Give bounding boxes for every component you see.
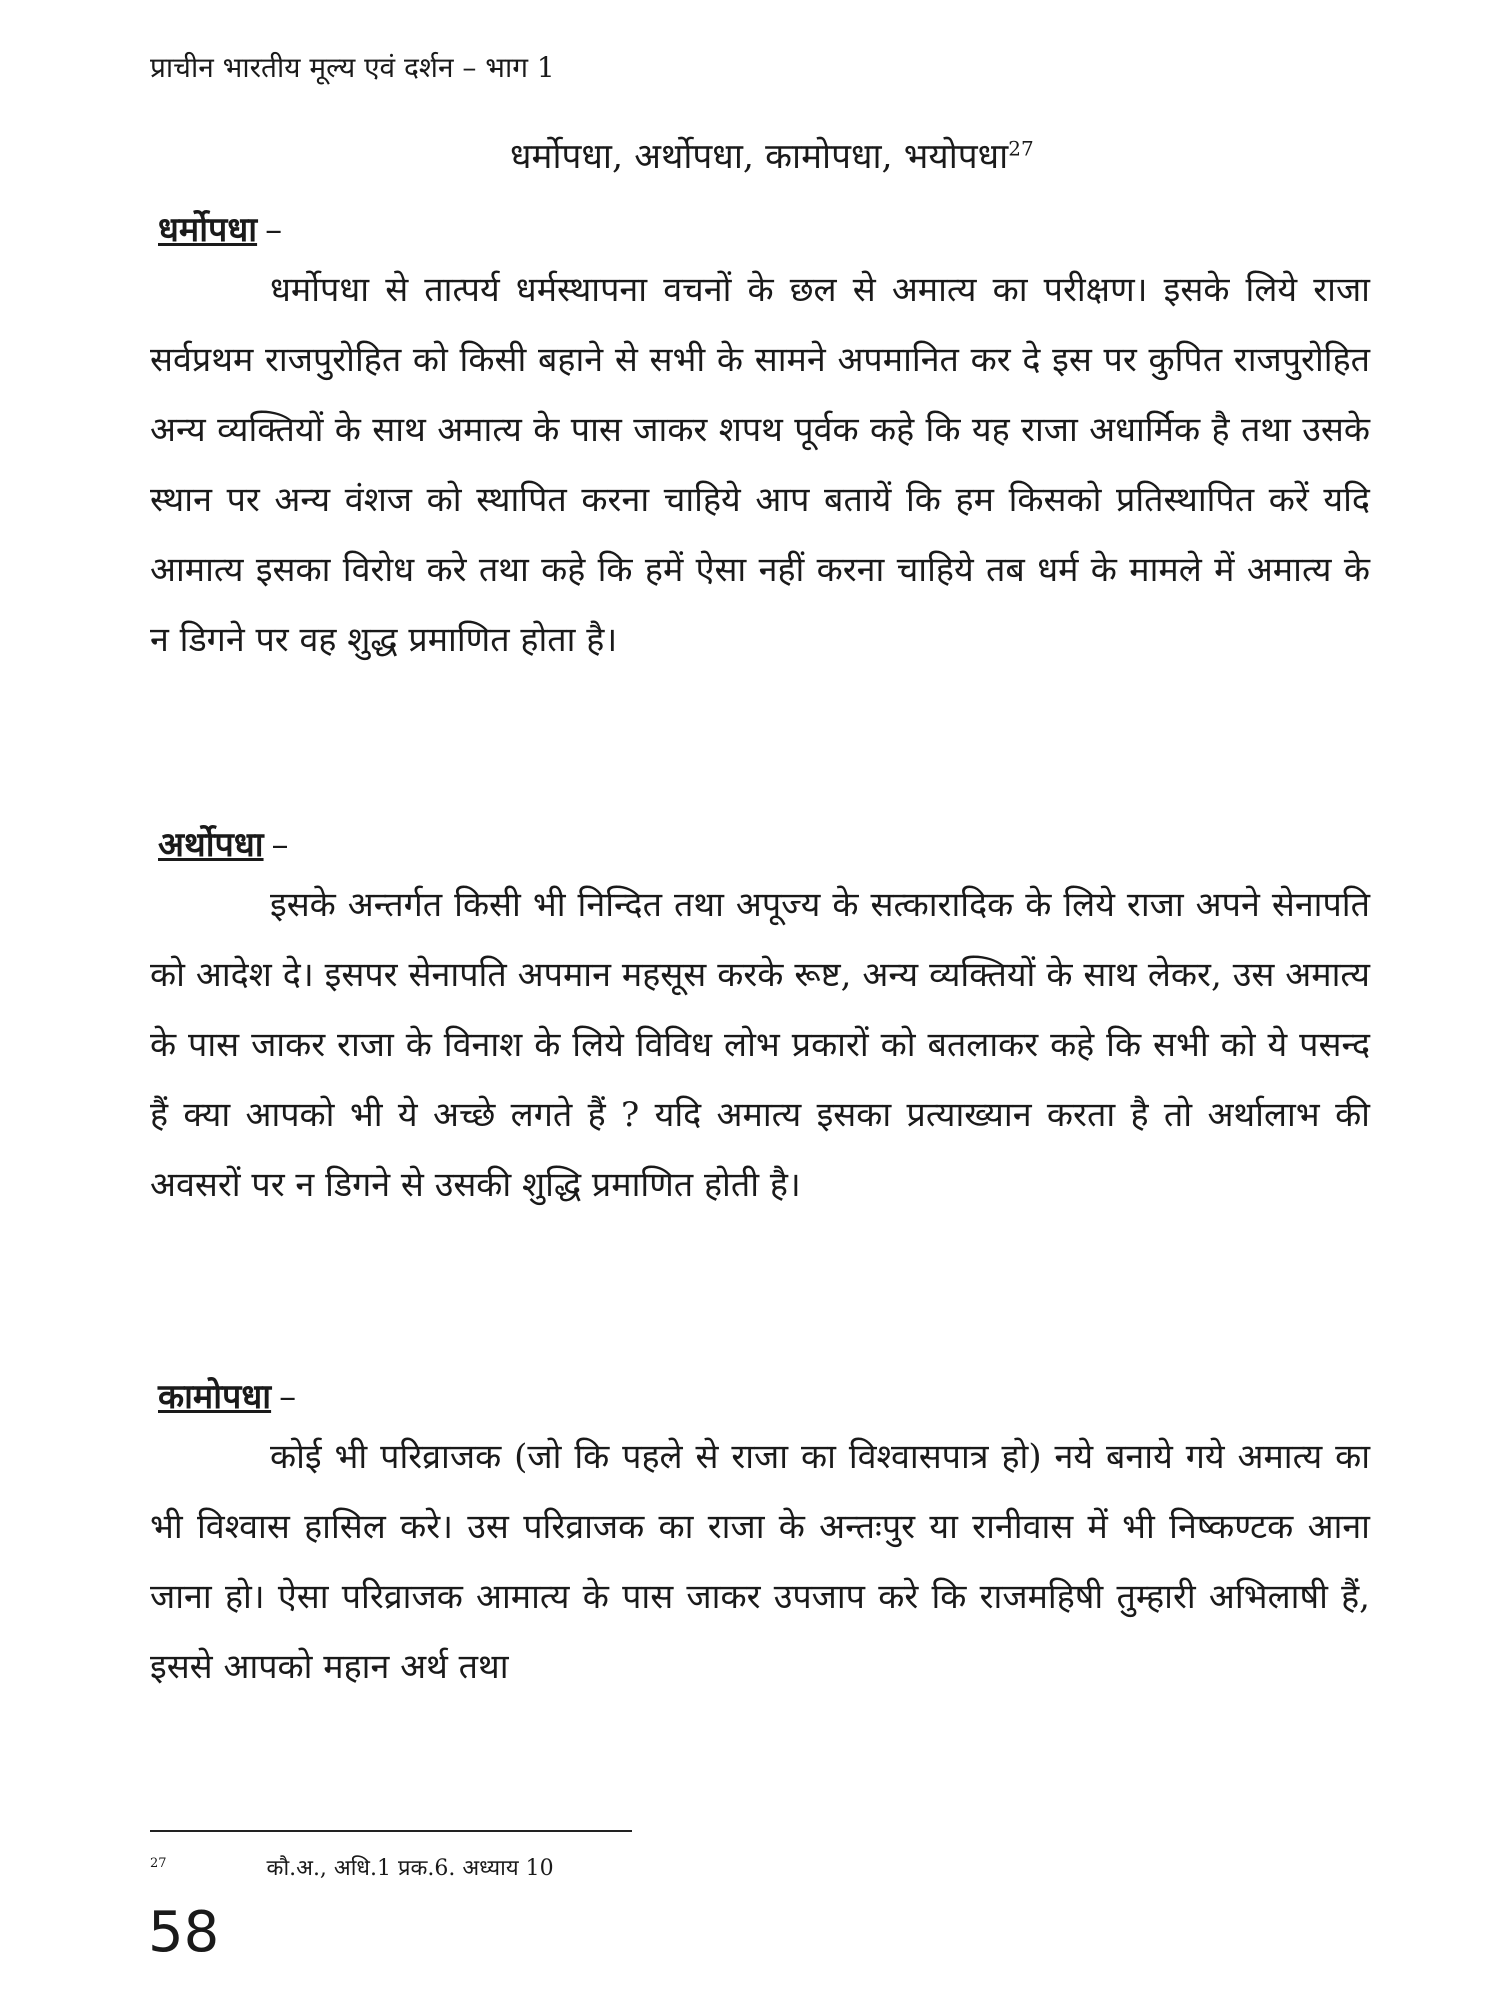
section-heading bbox=[158, 205, 1370, 251]
footnote-reference: 27 bbox=[1008, 136, 1034, 161]
section-heading-text: कामोपधा bbox=[158, 1377, 272, 1417]
section-kamopadha bbox=[150, 1372, 1370, 1702]
section-title-text: धर्मोपधा, अर्थोपधा, कामोपधा, भयोपधा bbox=[510, 137, 1009, 177]
running-head: प्राचीन भारतीय मूल्य एवं दर्शन – भाग 1 bbox=[150, 51, 555, 84]
section-heading bbox=[158, 820, 1370, 866]
section-title bbox=[510, 132, 1034, 179]
section-paragraph: कोई भी परिव्राजक (जो कि पहले से राजा का विश्वासपात्र हो) नये बनाये गये अमात्य का भी विश्वास हासिल करे। उस परिव्राजक का राजा के अन्तःपुर या रानीवास में भी निष्कण्टक आना जाना हो। ऐसा परिव्राजक आमात्य के पास जाकर उपजाप करे कि राजमहिषी तुम्हारी अभिलाषी हैं, इससे आपको महान अर्थ तथा bbox=[150, 1437, 1370, 1687]
heading-dash: – bbox=[271, 825, 289, 865]
section-heading-text: अर्थोपधा bbox=[158, 825, 264, 865]
footnote-text: कौ.अ., अधि.1 प्रक.6. अध्याय 10 bbox=[266, 1856, 554, 1881]
heading-dash: – bbox=[279, 1377, 297, 1417]
section-heading-text: धर्मोपधा bbox=[158, 210, 258, 250]
section-paragraph: इसके अन्तर्गत किसी भी निन्दित तथा अपूज्य के सत्कारादिक के लिये राजा अपने सेनापति को आदेश दे। इसपर सेनापति अपमान महसूस करके रूष्ट, अन्य व्यक्तियों के साथ लेकर, उस अमात्य के पास जाकर राजा के विनाश के लिये विविध लोभ प्रकारों को बतलाकर कहे कि सभी को ये पसन्द हैं क्या आपको भी ये अच्छे लगते हैं ? यदि अमात्य इसका प्रत्याख्यान करता है तो अर्थालाभ की अवसरों पर न डिगने से उसकी शुद्धि प्रमाणित होती है। bbox=[150, 885, 1370, 1205]
section-paragraph: धर्मोपधा से तात्पर्य धर्मस्थापना वचनों के छल से अमात्य का परीक्षण। इसके लिये राजा सर्वप्रथम राजपुरोहित को किसी बहाने से सभी के सामने अपमानित कर दे इस पर कुपित राजपुरोहित अन्य व्यक्तियों के साथ अमात्य के पास जाकर शपथ पूर्वक कहे कि यह राजा अधार्मिक है तथा उसके स्थान पर अन्य वंशज को स्थापित करना चाहिये आप बतायें कि हम किसको प्रतिस्थापित करें यदि आमात्य इसका विरोध करे तथा कहे कि हमें ऐसा नहीं करना चाहिये तब धर्म के मामले में अमात्य के न डिगने पर वह शुद्ध प्रमाणित होता है। bbox=[150, 270, 1370, 660]
heading-dash: – bbox=[265, 210, 283, 250]
footnote-divider bbox=[150, 1830, 632, 1832]
section-heading bbox=[158, 1372, 1370, 1418]
section-dharmopadha bbox=[150, 205, 1370, 675]
footnote-number: 27 bbox=[150, 1855, 167, 1871]
page-number: 58 bbox=[148, 1900, 220, 1965]
section-arthopadha bbox=[150, 820, 1370, 1220]
footnote bbox=[150, 1852, 554, 1882]
